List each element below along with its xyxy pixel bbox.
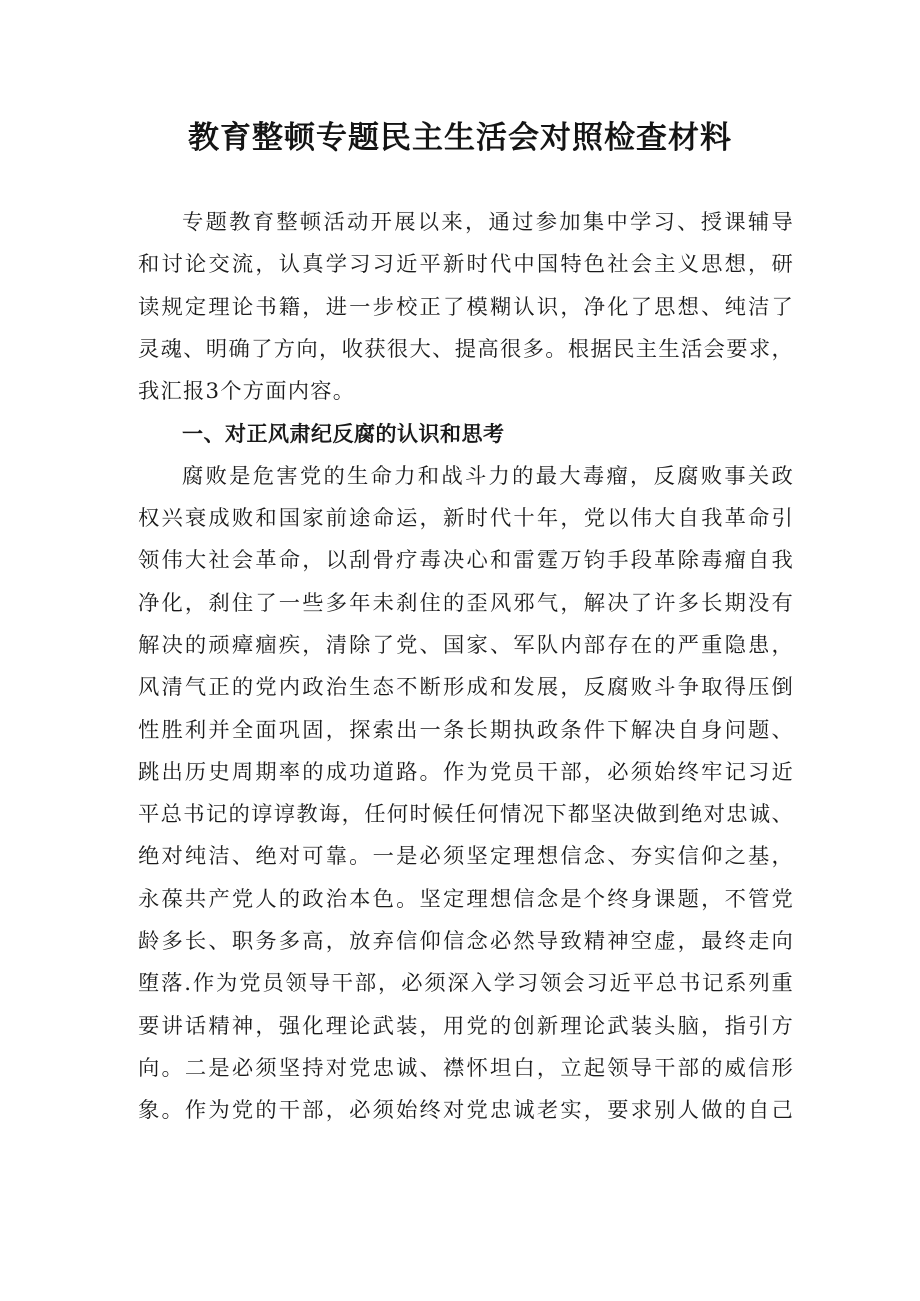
section-1-line-5: 解决的顽瘴痼疾，清除了党、国家、军队内部存在的严重隐患， — [138, 632, 794, 658]
section-1-line-13: 堕落.作为党员领导干部，必须深入学习领会习近平总书记系列重 — [138, 971, 794, 997]
section-1-line-3: 领伟大社会革命，以刮骨疗毒决心和雷霆万钧手段革除毒瘤自我 — [138, 548, 794, 574]
section-1-line-8: 跳出历史周期率的成功道路。作为党员干部，必须始终牢记习近 — [138, 759, 794, 785]
section-1-line-4: 净化，刹住了一些多年未刹住的歪风邪气，解决了许多长期没有 — [138, 590, 794, 616]
intro-line-4: 灵魂、明确了方向，收获很大、提高很多。根据民主生活会要求， — [138, 336, 794, 362]
section-1-line-2: 权兴衰成败和国家前途命运，新时代十年，党以伟大自我革命引 — [138, 506, 794, 532]
document-body — [138, 202, 794, 1133]
section-1-line-10: 绝对纯洁、绝对可靠。一是必须坚定理想信念、夯实信仰之基， — [138, 844, 794, 870]
section-1-line-1: 腐败是危害党的生命力和战斗力的最大毒瘤，反腐败事关政 — [182, 463, 794, 489]
section-1-heading: 一、对正风肃纪反腐的认识和思考 — [182, 422, 505, 447]
intro-line-5: 我汇报3个方面内容。 — [138, 379, 356, 405]
section-1-line-6: 风清气正的党内政治生态不断形成和发展，反腐败斗争取得压倒 — [138, 675, 794, 701]
section-1-line-11: 永葆共产党人的政治本色。坚定理想信念是个终身课题，不管党 — [138, 886, 794, 912]
section-1-line-7: 性胜利并全面巩固，探索出一条长期执政条件下解决自身问题、 — [138, 717, 794, 743]
section-1-line-12: 龄多长、职务多高，放弃信仰信念必然导致精神空虚，最终走向 — [138, 929, 794, 955]
intro-line-1: 专题教育整顿活动开展以来，通过参加集中学习、授课辅导 — [182, 210, 794, 235]
section-1-line-9: 平总书记的谆谆教诲，任何时候任何情况下都坚决做到绝对忠诚、 — [138, 802, 794, 828]
document-title: 教育整顿专题民主生活会对照检查材料 — [188, 120, 732, 156]
intro-line-2: 和讨论交流，认真学习习近平新时代中国特色社会主义思想，研 — [138, 252, 794, 278]
intro-line-3: 读规定理论书籍，进一步校正了模糊认识，净化了思想、纯洁了 — [138, 294, 794, 320]
section-1-line-14: 要讲话精神，强化理论武装，用党的创新理论武装头脑，指引方 — [138, 1013, 794, 1039]
section-1-line-16: 象。作为党的干部，必须始终对党忠诚老实，要求别人做的自己 — [138, 1098, 794, 1124]
section-1-line-15: 向。二是必须坚持对党忠诚、襟怀坦白，立起领导干部的威信形 — [138, 1055, 794, 1081]
